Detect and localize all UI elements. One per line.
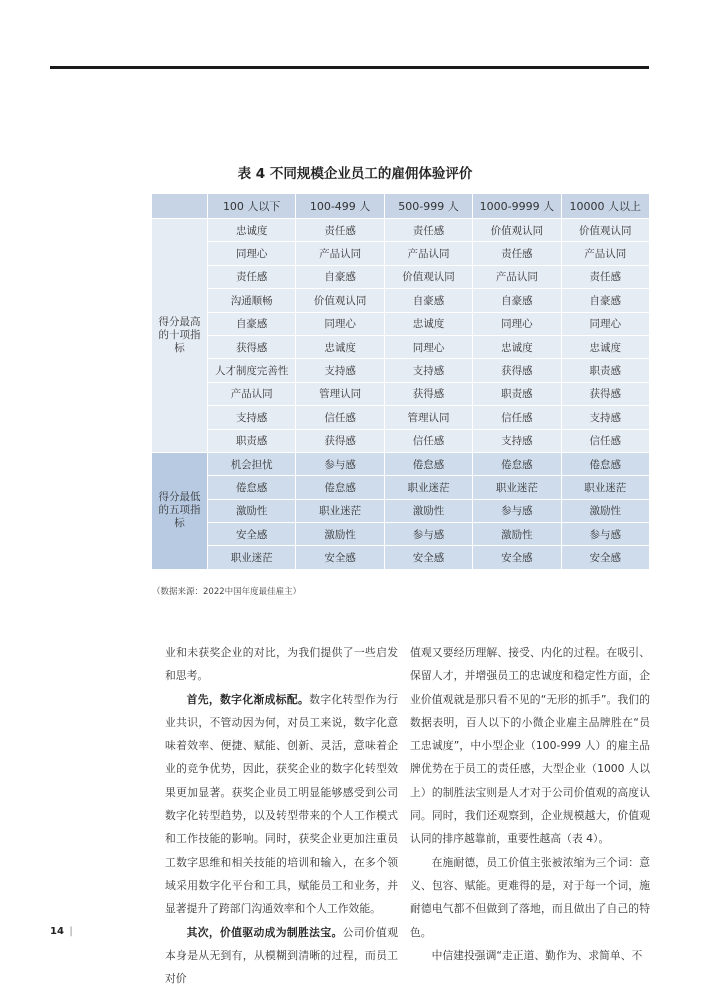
- table-cell: 责任感: [208, 265, 296, 288]
- table-cell: 同理心: [473, 312, 561, 335]
- table-cell: 支持感: [208, 406, 296, 429]
- table-cell: 支持感: [561, 406, 649, 429]
- table-row: [152, 359, 650, 382]
- table-cell: 倦怠感: [384, 452, 472, 475]
- table-cell: 信任感: [561, 429, 649, 452]
- table-cell: 职业迷茫: [296, 499, 384, 522]
- paragraph-lead: 首先，数字化渐成标配。: [186, 692, 310, 706]
- table-cell: 获得感: [296, 429, 384, 452]
- table-cell: 自豪感: [561, 289, 649, 312]
- table-cell: 同理心: [384, 335, 472, 358]
- table-header-row: [152, 194, 650, 219]
- table-cell: 支持感: [384, 359, 472, 382]
- table-cell: 责任感: [473, 242, 561, 265]
- table-cell: 同理心: [208, 242, 296, 265]
- header-col-100-499: 100-499 人: [296, 194, 384, 219]
- table-row: [152, 335, 650, 358]
- header-col-500-999: 500-999 人: [384, 194, 472, 219]
- table-row: [152, 523, 650, 546]
- table-cell: 倦怠感: [561, 452, 649, 475]
- table-cell: 责任感: [296, 219, 384, 242]
- table-cell: 责任感: [384, 219, 472, 242]
- paragraph-lead: 其次，价值驱动成为制胜法宝。: [186, 925, 343, 939]
- paragraph-text: 公司价值观本身是从无到有，从模糊到清晰的过程，而员工对价: [165, 925, 399, 986]
- table-cell: 激励性: [208, 499, 296, 522]
- table-cell: 职业迷茫: [561, 476, 649, 499]
- table-cell: 自豪感: [384, 289, 472, 312]
- table-cell: 自豪感: [473, 289, 561, 312]
- table-row: [152, 289, 650, 312]
- paragraph-value-driven: [165, 921, 398, 990]
- table-cell: 信任感: [384, 429, 472, 452]
- table-cell: 职业迷茫: [208, 546, 296, 569]
- table-row: [152, 476, 650, 499]
- table-row: [152, 452, 650, 475]
- table-grid: [151, 193, 650, 570]
- table-cell: 管理认同: [296, 382, 384, 405]
- table-cell: 获得感: [208, 335, 296, 358]
- table-cell: 机会担忧: [208, 452, 296, 475]
- table-row: [152, 242, 650, 265]
- table-cell: 忠诚度: [561, 335, 649, 358]
- paragraph-schneider: 在施耐德，员工价值主张被浓缩为三个词：意义、包容、赋能。更难得的是，对于每一个词，施耐德电气都不但做到了落地，而且做出了自己的特色。: [410, 855, 650, 939]
- table-cell: 人才制度完善性: [208, 359, 296, 382]
- table-cell: 忠诚度: [296, 335, 384, 358]
- table-cell: 职业迷茫: [473, 476, 561, 499]
- table-cell: 参与感: [561, 523, 649, 546]
- page-number-value: 14: [50, 926, 64, 937]
- table-cell: 产品认同: [384, 242, 472, 265]
- table-cell: 产品认同: [473, 265, 561, 288]
- body-column-right: [410, 641, 650, 967]
- table-cell: 忠诚度: [384, 312, 472, 335]
- table-cell: 倦怠感: [208, 476, 296, 499]
- table-cell: 责任感: [561, 265, 649, 288]
- table-cell: 安全感: [296, 546, 384, 569]
- table-cell: 倦怠感: [473, 452, 561, 475]
- table-row: [152, 546, 650, 569]
- table-cell: 参与感: [473, 499, 561, 522]
- table-cell: 信任感: [296, 406, 384, 429]
- table-cell: 同理心: [296, 312, 384, 335]
- table-cell: 忠诚度: [208, 219, 296, 242]
- table-row: [152, 312, 650, 335]
- table-cell: 获得感: [561, 382, 649, 405]
- page-number-separator: |: [69, 926, 73, 937]
- table-cell: 获得感: [473, 359, 561, 382]
- table-cell: 沟通顺畅: [208, 289, 296, 312]
- table-cell: 产品认同: [561, 242, 649, 265]
- header-col-1000-9999: 1000-9999 人: [473, 194, 561, 219]
- table-cell: 职责感: [561, 359, 649, 382]
- table-cell: 安全感: [561, 546, 649, 569]
- table-source-note: （数据来源：2022中国年度最佳雇主）: [152, 587, 302, 597]
- table-cell: 职业迷茫: [384, 476, 472, 499]
- table-cell: 支持感: [296, 359, 384, 382]
- table-cell: 价值观认同: [473, 219, 561, 242]
- table-row: [152, 499, 650, 522]
- table-cell: 自豪感: [208, 312, 296, 335]
- table-row: [152, 265, 650, 288]
- table-cell: 产品认同: [208, 382, 296, 405]
- table-cell: 参与感: [384, 523, 472, 546]
- table-cell: 激励性: [473, 523, 561, 546]
- table-cell: 价值观认同: [296, 289, 384, 312]
- table-cell: 价值观认同: [384, 265, 472, 288]
- table-row: [152, 382, 650, 405]
- page-number: [50, 926, 73, 937]
- table-cell: 激励性: [384, 499, 472, 522]
- table-cell: 忠诚度: [473, 335, 561, 358]
- group-label-top-ten: 得分最高的十项指标: [152, 219, 208, 453]
- table-cell: 管理认同: [384, 406, 472, 429]
- employer-experience-table: [151, 193, 649, 570]
- table-cell: 倦怠感: [296, 476, 384, 499]
- paragraph: 值观又要经历理解、接受、内化的过程。在吸引、保留人才，并增强员工的忠诚度和稳定性方面，企业价值观就是那只看不见的“无形的抓手”。我们的数据表明，百人以下的小微企业雇主品牌胜在“员工忠诚度”，中小型企业（100-999 人）的雇主品牌优势在于员工的责任感，大型企业（1000 人以上）的制胜法宝则是人才对于公司价值观的高度认同。同时，我们还观察到，企业规模越大，价值观认同的排序越靠前，重要性越高（表 4）。: [410, 646, 650, 846]
- header-col-10000-plus: 10000 人以上: [561, 194, 649, 219]
- table-row: [152, 429, 650, 452]
- table-row: [152, 406, 650, 429]
- table-body: [152, 219, 650, 570]
- paragraph-digitalization: [165, 688, 398, 921]
- table-cell: 安全感: [384, 546, 472, 569]
- table-cell: 激励性: [561, 499, 649, 522]
- table-title: 表 4 不同规模企业员工的雇佣体验评价: [237, 166, 473, 182]
- body-column-left: [165, 641, 398, 990]
- table-cell: 职责感: [473, 382, 561, 405]
- table-cell: 职责感: [208, 429, 296, 452]
- header-col-under-100: 100 人以下: [208, 194, 296, 219]
- paragraph: 业和未获奖企业的对比，为我们提供了一些启发和思考。: [165, 646, 398, 683]
- paragraph-text: 数字化转型作为行业共识，不管动因为何，对员工来说，数字化意味着效率、便捷、赋能、创新、灵活，意味着企业的竞争优势，因此，获奖企业的数字化转型效果更加显著。获奖企业员工明显能够感受到公司数字化转型趋势，以及转型带来的个人工作模式和工作技能的影响。同时，获奖企业更加注重员工数字思维和相关技能的培训和输入，在多个领域采用数字化平台和工具，赋能员工和业务，并显著提升了跨部门沟通效率和个人工作效能。: [165, 692, 398, 916]
- table-cell: 信任感: [473, 406, 561, 429]
- table-cell: 参与感: [296, 452, 384, 475]
- table-row: [152, 219, 650, 242]
- header-corner: [152, 194, 208, 219]
- table-cell: 激励性: [296, 523, 384, 546]
- table-cell: 获得感: [384, 382, 472, 405]
- table-cell: 安全感: [208, 523, 296, 546]
- table-cell: 产品认同: [296, 242, 384, 265]
- table-cell: 自豪感: [296, 265, 384, 288]
- table-cell: 同理心: [561, 312, 649, 335]
- paragraph-citic: 中信建投强调“走正道、勤作为、求简单、不: [431, 948, 643, 962]
- top-rule: [50, 66, 649, 69]
- table-cell: 安全感: [473, 546, 561, 569]
- table-cell: 价值观认同: [561, 219, 649, 242]
- group-label-lowest-five: 得分最低的五项指标: [152, 452, 208, 569]
- table-cell: 支持感: [473, 429, 561, 452]
